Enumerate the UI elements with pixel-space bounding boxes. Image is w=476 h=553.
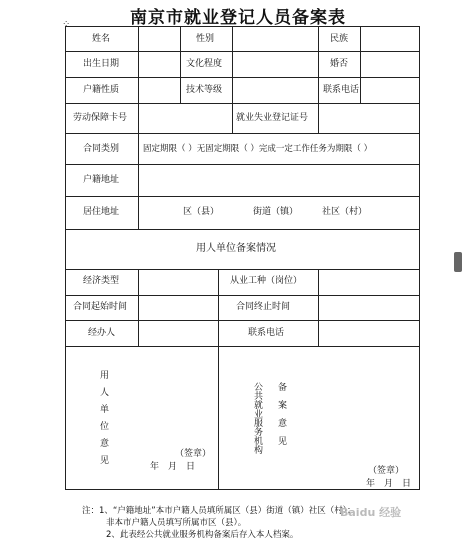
label-gender: 性别	[196, 34, 215, 44]
employer-date: 年 月 日	[150, 462, 196, 472]
contract-type-options: 固定期限（ ）无固定期限（ ）完成一定工作任务为期限（ ）	[143, 144, 373, 154]
label-contract-type: 合同类别	[83, 144, 120, 154]
label-unemployment-cert: 就业失业登记证号	[236, 113, 309, 123]
note-line-1: 注：1、“户籍地址”本市户籍人员填所属区（县）街道（镇）社区（村）；	[82, 506, 356, 516]
table-move-handle-icon[interactable]: ⁘	[62, 19, 71, 30]
note-line-3: 2、此表经公共就业服务机构备案后存入本人档案。	[106, 530, 299, 540]
agency-label: 公共就业服务机构	[252, 382, 262, 454]
label-contract-end: 合同终止时间	[236, 302, 291, 312]
table-outline	[65, 26, 420, 490]
employer-section-title: 用人单位备案情况	[196, 243, 276, 254]
employer-opinion-label: 用人单位意见	[98, 370, 108, 472]
label-skill-level: 技术等级	[186, 85, 223, 95]
label-economy-type: 经济类型	[83, 276, 120, 286]
label-contract-start: 合同起始时间	[73, 302, 128, 312]
agency-opinion-label: 备案意见	[276, 382, 286, 454]
agency-date: 年 月 日	[366, 479, 412, 489]
watermark: Baidu 经验	[340, 506, 402, 519]
agency-seal: （签章）	[368, 466, 405, 476]
label-handler: 经办人	[88, 328, 116, 338]
label-marital: 婚否	[330, 59, 349, 69]
label-contact-phone: 联系电话	[248, 328, 285, 338]
label-hukou-type: 户籍性质	[83, 85, 120, 95]
label-hukou-address: 户籍地址	[83, 175, 120, 185]
label-job-type: 从业工种（岗位）	[230, 276, 303, 286]
label-education: 文化程度	[186, 59, 223, 69]
label-residence: 居住地址	[83, 207, 120, 217]
label-ethnicity: 民族	[330, 34, 349, 44]
side-scroll-tab[interactable]	[454, 252, 462, 272]
employer-seal: （签章）	[175, 449, 212, 459]
note-line-2: 非本市户籍人员填写所属市区（县）。	[106, 518, 247, 528]
label-phone: 联系电话	[323, 85, 360, 95]
page-title: 南京市就业登记人员备案表	[130, 8, 346, 28]
residence-district: 区（县）	[183, 207, 220, 217]
residence-street: 街道（镇）	[253, 207, 299, 217]
residence-community: 社区（村）	[322, 207, 368, 217]
label-labor-card: 劳动保障卡号	[73, 113, 128, 123]
label-name: 姓名	[92, 34, 111, 44]
label-birth-date: 出生日期	[83, 59, 120, 69]
